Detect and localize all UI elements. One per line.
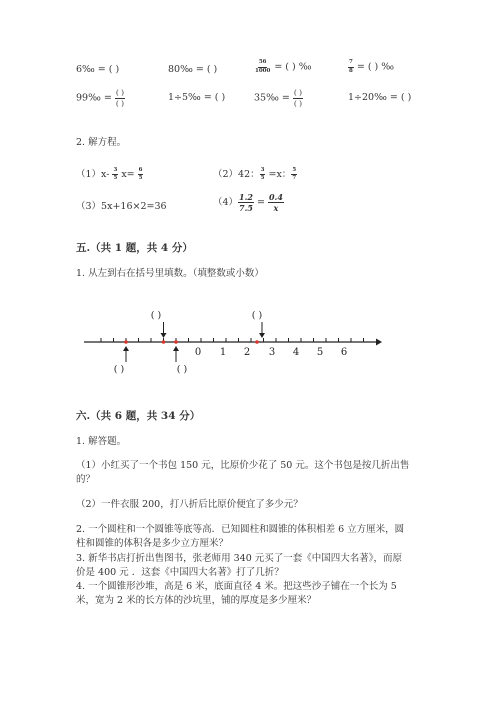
fill-item-80-permille xyxy=(168,64,217,75)
answer-blank: ( ) xyxy=(113,364,125,375)
fraction-numerator: 7 xyxy=(348,60,354,68)
item-text: 1÷20‰ = ( ) xyxy=(348,92,412,103)
fraction-numerator: 5 xyxy=(291,168,297,176)
equation-text: = xyxy=(253,197,268,208)
equation-text: （2）42： xyxy=(213,169,260,180)
fraction-numerator: ( ) xyxy=(115,88,125,97)
equation-text: =x： xyxy=(265,169,292,180)
tick-label: 2 xyxy=(243,347,251,358)
arrowhead-icon xyxy=(259,333,265,338)
fraction-blank xyxy=(115,89,125,107)
fraction-denominator: 5 xyxy=(113,175,118,181)
equation-3: （3）5x+16×2=36 xyxy=(76,201,167,212)
fraction-denominator: ( ) xyxy=(115,98,125,108)
equation-text: （1）x- xyxy=(76,169,113,180)
arrowhead-icon xyxy=(173,346,179,351)
question-2-line-1: 2. 一个圆柱和一个圆锥等底等高．已知圆柱和圆锥的体积相差 6 立方厘米，圆 xyxy=(76,524,405,535)
fill-item-99-permille xyxy=(76,89,125,107)
fraction-denominator: 7.5 xyxy=(239,203,253,213)
fraction-numerator: 3 xyxy=(112,168,118,176)
question-2-line-2: 柱和圆锥的体积各是多少立方厘米？ xyxy=(76,538,229,549)
answer-blank: ( ) xyxy=(251,310,263,321)
fraction xyxy=(254,60,271,74)
question-1-2: （2）一件衣服 200，打八折后比原价便宜了多少元？ xyxy=(76,499,303,510)
equation-1 xyxy=(76,166,143,182)
fraction-numerator: 56 xyxy=(258,60,268,68)
tick-label: 3 xyxy=(268,347,276,358)
fraction-numerator: 3 xyxy=(260,168,266,176)
equation-2 xyxy=(213,166,297,182)
tick-label: 4 xyxy=(292,347,300,358)
fraction xyxy=(291,168,297,182)
tick-label: 0 xyxy=(194,347,202,358)
equation-text: x= xyxy=(118,169,138,180)
fraction-numerator: 1.2 xyxy=(239,192,253,202)
fill-item-6-permille xyxy=(76,64,119,75)
section-5-title: 五.（共 1 题，共 4 分） xyxy=(76,242,193,254)
fill-item-35-permille xyxy=(254,89,303,107)
fill-item-fraction-56-1000 xyxy=(254,60,312,74)
fraction xyxy=(268,193,284,212)
answer-blank: ( ) xyxy=(176,364,188,375)
equations-heading: 2. 解方程。 xyxy=(76,137,127,148)
question-1-1-line-2: 的？ xyxy=(76,474,96,485)
fraction-blank xyxy=(293,89,303,107)
fill-item-fraction-7-8 xyxy=(348,60,394,74)
number-line-diagram xyxy=(76,300,386,380)
red-point xyxy=(174,340,178,344)
tick-label: 5 xyxy=(316,347,324,358)
fraction-denominator: x xyxy=(273,203,279,213)
arrowhead-icon xyxy=(123,346,129,351)
answer-blank: ( ) xyxy=(150,310,162,321)
section-5-question-1: 1. 从左到右在括号里填数。（填整数或小数） xyxy=(76,268,264,279)
fraction-denominator: ( ) xyxy=(293,98,303,108)
section-6-title: 六.（共 6 题，共 34 分） xyxy=(76,410,201,422)
item-text: = ( ) ‰ xyxy=(271,61,312,73)
red-point xyxy=(255,340,259,344)
tick-label: 6 xyxy=(340,347,348,358)
tick-marks xyxy=(101,338,364,342)
red-point xyxy=(162,340,166,344)
item-text: 99‰ = xyxy=(76,92,115,104)
equation-text: （4） xyxy=(213,197,239,208)
question-3-line-1: 3. 新华书店打折出售图书，张老师用 340 元买了一套《中国四大名著》，而原 xyxy=(76,553,403,564)
item-text: 80‰ = ( ) xyxy=(168,64,218,75)
fraction xyxy=(138,168,144,182)
fraction-numerator: 0.4 xyxy=(268,192,283,202)
item-text: 1÷5‰ = ( ) xyxy=(168,92,226,103)
item-text: = ( ) ‰ xyxy=(353,61,395,73)
fraction-denominator: 5 xyxy=(138,175,143,181)
question-4-line-1: 4. 一个圆锥形沙堆，高是 6 米，底面直径 4 米。把这些沙子铺在一个长为 5 xyxy=(76,581,397,592)
tick-label: 1 xyxy=(219,347,227,358)
fill-item-1-div-5-permille xyxy=(168,92,225,103)
question-1-1-line-1: （1）小红买了一个书包 150 元，比原价少花了 50 元。这个书包是按几折出售 xyxy=(76,460,410,471)
fraction-numerator: ( ) xyxy=(293,88,303,97)
question-3-line-2: 价是 400 元 ．这套《中国四大名著》打了几折？ xyxy=(76,567,284,578)
red-point xyxy=(124,340,128,344)
arrowhead-icon xyxy=(376,339,382,346)
section-6-question-1: 1. 解答题。 xyxy=(76,436,127,447)
fraction-denominator: 1000 xyxy=(255,67,271,74)
question-4-line-2: 米，宽为 2 米的长方体的沙坑里，铺的厚度是多少厘米？ xyxy=(76,595,317,606)
fraction xyxy=(238,193,254,212)
equation-4 xyxy=(213,193,284,212)
fraction-denominator: 7 xyxy=(292,175,297,181)
fill-item-1-div-20-permille xyxy=(348,92,411,103)
item-text: 35‰ = xyxy=(254,92,293,104)
fraction-denominator: 5 xyxy=(260,175,265,181)
item-text: 6‰ = ( ) xyxy=(76,64,120,75)
arrowhead-icon xyxy=(161,333,167,338)
fraction-denominator: 8 xyxy=(349,67,353,74)
fraction-numerator: 6 xyxy=(138,168,144,176)
